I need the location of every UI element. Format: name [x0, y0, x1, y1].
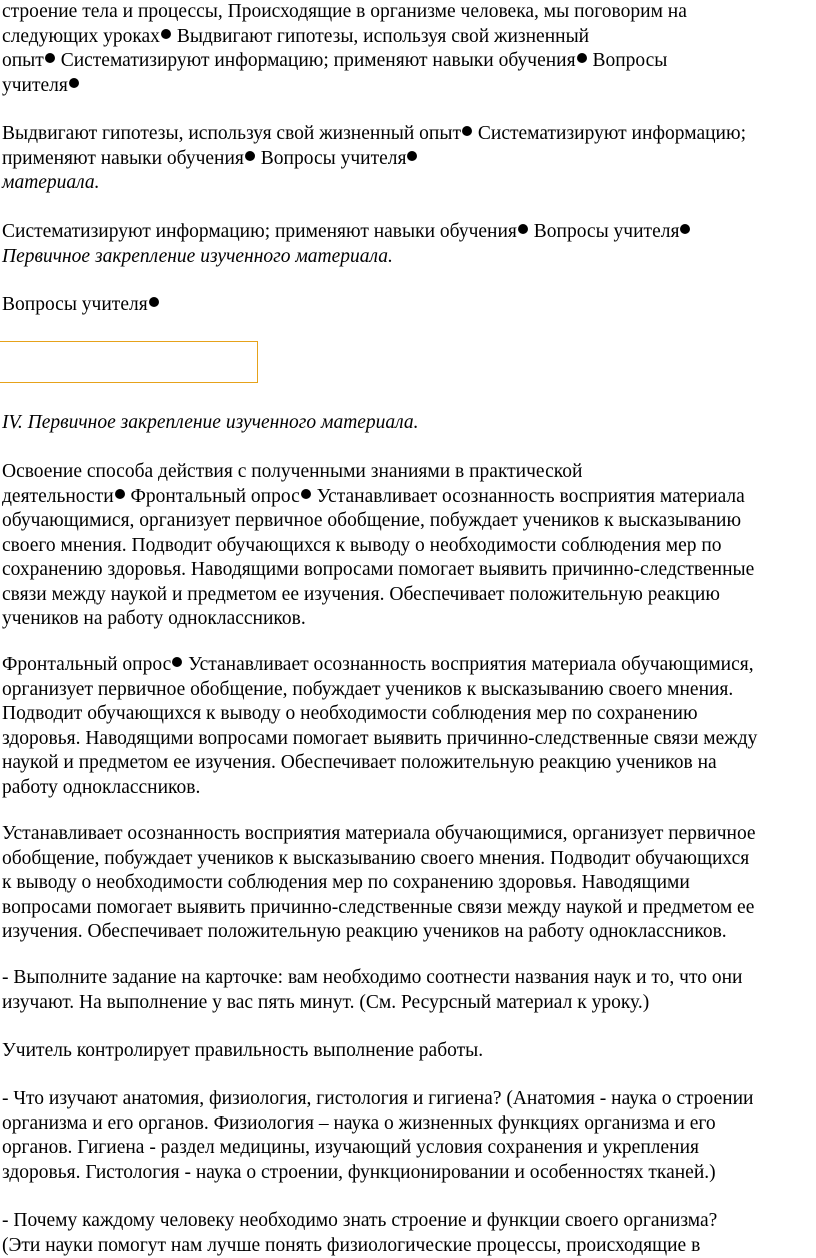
bullet-icon	[462, 126, 472, 136]
text-line: обучающимися, организует первичное обобщение, побуждает учеников к высказыванию	[2, 509, 754, 534]
text-span: Систематизируют информацию;	[473, 123, 746, 144]
text-line: к выводу о необходимости соблюдения мер по сохранению здоровья. Наводящими	[2, 871, 756, 896]
paragraph-5	[2, 460, 754, 632]
text-span: Устанавливает осознанность восприятия материала обучающимися,	[183, 654, 753, 675]
text-line: - Что изучают анатомия, физиология, гистология и гигиена? (Анатомия - наука о строении	[2, 1087, 753, 1112]
text-line	[2, 122, 746, 147]
text-span: Систематизируют информацию; применяют навыки обучения	[2, 221, 517, 242]
text-line: организма и его органов. Физиология – наука о жизненных функциях организма и его	[2, 1112, 753, 1137]
text-line: учеников на работу одноклассников.	[2, 607, 754, 632]
paragraph-3	[2, 220, 691, 269]
text-span: Устанавливает осознанность восприятия материала	[312, 486, 745, 507]
paragraph-11	[2, 1209, 717, 1258]
text-span: применяют навыки обучения	[2, 148, 244, 169]
text-line: изучают. На выполнение у вас пять минут. (См. Ресурсный материал к уроку.)	[2, 991, 743, 1016]
text-line: здоровья. Наводящими вопросами помогает выявить причинно-следственные связи между	[2, 727, 757, 752]
paragraph-10	[2, 1087, 753, 1185]
text-line: наукой и предметом ее изучения. Обеспечивает положительную реакцию учеников на	[2, 751, 757, 776]
paragraph-6	[2, 653, 757, 800]
text-span: Фронтальный опрос	[2, 654, 171, 675]
text-line	[2, 653, 757, 678]
text-span: опыт	[2, 50, 44, 71]
text-line: - Почему каждому человеку необходимо знать строение и функции своего организма?	[2, 1209, 717, 1234]
text-line: работу одноклассников.	[2, 776, 757, 801]
bullet-icon	[407, 151, 417, 161]
text-line: Первичное закрепление изученного материала.	[2, 245, 691, 270]
text-span: Вопросы учителя	[256, 148, 407, 169]
text-span: Выдвигают гипотезы, используя свой жизненный опыт	[2, 123, 461, 144]
text-line: (Эти науки помогут нам лучше понять физиологические процессы, происходящие в	[2, 1234, 717, 1258]
paragraph-1	[2, 0, 687, 98]
paragraph-7	[2, 822, 756, 945]
empty-answer-box[interactable]	[0, 341, 258, 383]
text-line: Учитель контролирует правильность выполнение работы.	[2, 1039, 483, 1064]
text-line: сохранению здоровья. Наводящими вопросами помогает выявить причинно-следственные	[2, 558, 754, 583]
text-span: Фронтальный опрос	[126, 486, 300, 507]
bullet-icon	[149, 297, 159, 307]
text-line	[2, 293, 160, 318]
text-line	[2, 25, 687, 50]
bullet-icon	[301, 489, 311, 499]
text-line	[2, 147, 746, 172]
text-line: организует первичное обобщение, побуждает учеников к высказыванию своего мнения.	[2, 678, 757, 703]
text-line	[2, 485, 754, 510]
text-line	[2, 74, 687, 99]
paragraph-8	[2, 966, 743, 1015]
text-line: связи между наукой и предметом ее изучения. Обеспечивает положительную реакцию	[2, 583, 754, 608]
paragraph-4	[2, 293, 160, 318]
text-line: материала.	[2, 171, 746, 196]
text-line: вопросами помогает выявить причинно-следственные связи между наукой и предметом ее	[2, 896, 756, 921]
text-line: здоровья. Гистология - наука о строении, функционировании и особенностях тканей.)	[2, 1161, 753, 1186]
text-line: органов. Гигиена - раздел медицины, изучающий условия сохранения и укрепления	[2, 1136, 753, 1161]
text-line: Освоение способа действия с полученными знаниями в практической	[2, 460, 754, 485]
text-line	[2, 220, 691, 245]
bullet-icon	[680, 224, 690, 234]
heading-text: IV. Первичное закрепление изученного материала.	[2, 411, 419, 436]
text-line: изучения. Обеспечивает положительную реакцию учеников на работу одноклассников.	[2, 920, 756, 945]
text-span: деятельности	[2, 486, 114, 507]
text-line	[2, 49, 687, 74]
bullet-icon	[115, 489, 125, 499]
text-span: Выдвигают гипотезы, используя свой жизненный	[172, 26, 589, 47]
bullet-icon	[577, 53, 587, 63]
text-line: Подводит обучающихся к выводу о необходимости соблюдения мер по сохранению	[2, 702, 757, 727]
text-line: своего мнения. Подводит обучающихся к выводу о необходимости соблюдения мер по	[2, 534, 754, 559]
text-span: следующих уроках	[2, 26, 160, 47]
text-line: строение тела и процессы, Происходящие в организме человека, мы поговорим на	[2, 0, 687, 25]
bullet-icon	[172, 657, 182, 667]
bullet-icon	[518, 224, 528, 234]
text-line: Устанавливает осознанность восприятия материала обучающимися, организует первичное	[2, 822, 756, 847]
text-span: Вопросы учителя	[529, 221, 680, 242]
paragraph-2	[2, 122, 746, 196]
text-line: обобщение, побуждает учеников к высказыванию своего мнения. Подводит обучающихся	[2, 847, 756, 872]
text-line: - Выполните задание на карточке: вам необходимо соотнести названия наук и то, что они	[2, 966, 743, 991]
text-span: Вопросы	[588, 50, 668, 71]
text-span: Систематизируют информацию; применяют навыки обучения	[56, 50, 576, 71]
text-span: учителя	[2, 75, 68, 96]
paragraph-9	[2, 1039, 483, 1064]
bullet-icon	[245, 151, 255, 161]
section-heading	[2, 411, 419, 436]
bullet-icon	[69, 78, 79, 88]
bullet-icon	[161, 29, 171, 39]
text-span: Вопросы учителя	[2, 294, 148, 315]
bullet-icon	[45, 53, 55, 63]
